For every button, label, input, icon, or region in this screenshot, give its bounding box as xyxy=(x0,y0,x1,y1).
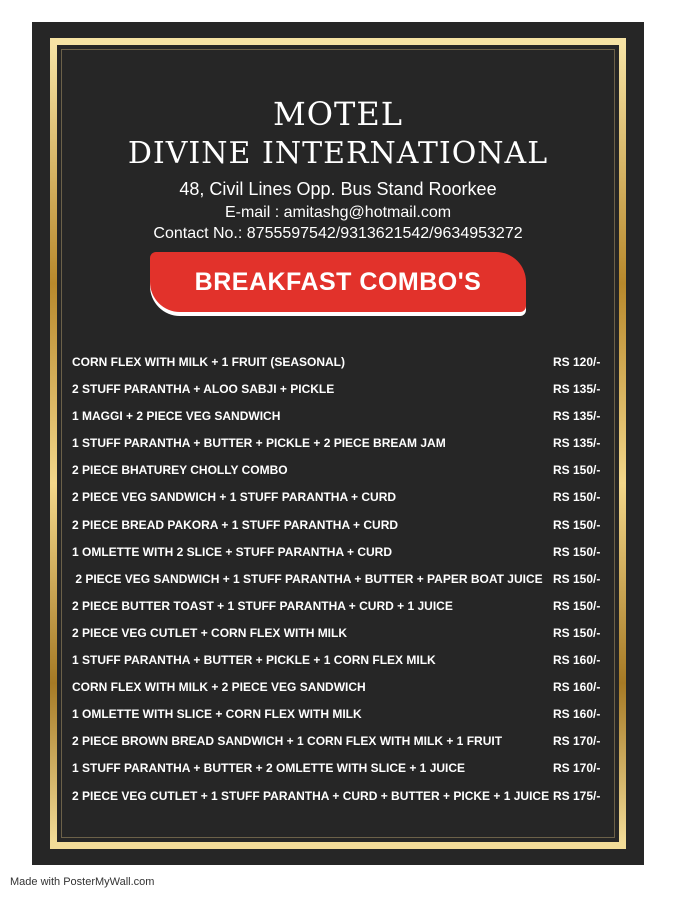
menu-item xyxy=(72,484,612,511)
menu-item-name: CORN FLEX WITH MILK + 2 PIECE VEG SANDWICH xyxy=(72,680,366,695)
menu-item-price: RS 150/- xyxy=(553,625,601,640)
email-line: E-mail : amitashg@hotmail.com xyxy=(224,204,452,221)
menu-item xyxy=(72,674,612,701)
menu-item xyxy=(72,593,612,620)
menu-item-price: RS 160/- xyxy=(553,653,601,668)
menu-item-name: 1 STUFF PARANTHA + BUTTER + PICKLE + 1 CORN FLEX MILK xyxy=(72,653,436,668)
menu-item-name: 2 PIECE VEG SANDWICH + 1 STUFF PARANTHA + BUTTER + PAPER BOAT JUICE xyxy=(72,571,543,586)
menu-item-name: CORN FLEX WITH MILK + 1 FRUIT (SEASONAL) xyxy=(72,355,345,369)
hotel-name: DIVINE INTERNATIONAL xyxy=(127,136,549,171)
menu-item xyxy=(72,349,612,376)
menu-poster xyxy=(32,22,644,865)
menu-item-name: 2 PIECE BROWN BREAD SANDWICH + 1 CORN FLEX WITH MILK + 1 FRUIT xyxy=(72,734,503,749)
menu-item-price: RS 150/- xyxy=(553,544,601,559)
menu-item-price: RS 160/- xyxy=(553,707,601,722)
menu-item xyxy=(72,403,612,430)
menu-item-name: 1 OMLETTE WITH SLICE + CORN FLEX WITH MILK xyxy=(72,707,362,722)
menu-item-name: 2 PIECE VEG CUTLET + CORN FLEX WITH MILK xyxy=(72,625,348,640)
menu-item-name: 2 PIECE BHATUREY CHOLLY COMBO xyxy=(72,463,288,478)
address-line: 48, Civil Lines Opp. Bus Stand Roorkee xyxy=(179,179,497,199)
menu-item xyxy=(72,539,612,566)
menu-item-name: 2 PIECE BREAD PAKORA + 1 STUFF PARANTHA + CURD xyxy=(72,517,399,532)
menu-item xyxy=(72,512,612,539)
menu-item xyxy=(72,566,612,593)
menu-item-name: 2 PIECE VEG SANDWICH + 1 STUFF PARANTHA + CURD xyxy=(72,490,397,505)
footer-credit[interactable]: Made with PosterMyWall.com xyxy=(10,876,155,888)
motel-title: MOTEL xyxy=(273,95,403,133)
menu-item-price: RS 135/- xyxy=(553,436,601,451)
menu-item-price: RS 150/- xyxy=(553,517,601,532)
menu-item-price: RS 150/- xyxy=(553,463,601,478)
menu-item xyxy=(72,728,612,755)
menu-item-price: RS 135/- xyxy=(553,409,601,424)
menu-item xyxy=(72,457,612,484)
menu-item xyxy=(72,701,612,728)
menu-item xyxy=(72,620,612,647)
menu-item xyxy=(72,647,612,674)
menu-item-price: RS 175/- xyxy=(553,788,601,803)
menu-item-price: RS 150/- xyxy=(553,571,601,586)
menu-item-name: 2 PIECE BUTTER TOAST + 1 STUFF PARANTHA + CURD + 1 JUICE xyxy=(72,598,453,613)
menu-item xyxy=(72,783,612,810)
breakfast-combos-banner: BREAKFAST COMBO'S xyxy=(150,252,526,312)
menu-item-price: RS 170/- xyxy=(553,761,601,776)
contact-line: Contact No.: 8755597542/9313621542/9634953272 xyxy=(153,225,523,242)
menu-item-name: 1 STUFF PARANTHA + BUTTER + 2 OMLETTE WITH SLICE + 1 JUICE xyxy=(72,761,466,776)
menu-item-price: RS 120/- xyxy=(553,355,601,369)
menu-item-name: 2 STUFF PARANTHA + ALOO SABJI + PICKLE xyxy=(72,382,335,397)
menu-item-price: RS 150/- xyxy=(553,490,601,505)
menu-item-price: RS 160/- xyxy=(553,680,601,695)
menu-item xyxy=(72,755,612,782)
menu-item xyxy=(72,430,612,457)
menu-item-name: 1 MAGGI + 2 PIECE VEG SANDWICH xyxy=(72,409,281,424)
menu-item-price: RS 150/- xyxy=(553,598,601,613)
menu-item-name: 1 STUFF PARANTHA + BUTTER + PICKLE + 2 PIECE BREAM JAM xyxy=(72,436,446,451)
menu-list xyxy=(72,349,612,810)
menu-item-price: RS 135/- xyxy=(553,382,601,397)
menu-item xyxy=(72,376,612,403)
menu-item-name: 2 PIECE VEG CUTLET + 1 STUFF PARANTHA + CURD + BUTTER + PICKE + 1 JUICE xyxy=(72,788,550,803)
menu-item-name: 1 OMLETTE WITH 2 SLICE + STUFF PARANTHA + CURD xyxy=(72,544,393,559)
menu-item-price: RS 170/- xyxy=(553,734,601,749)
